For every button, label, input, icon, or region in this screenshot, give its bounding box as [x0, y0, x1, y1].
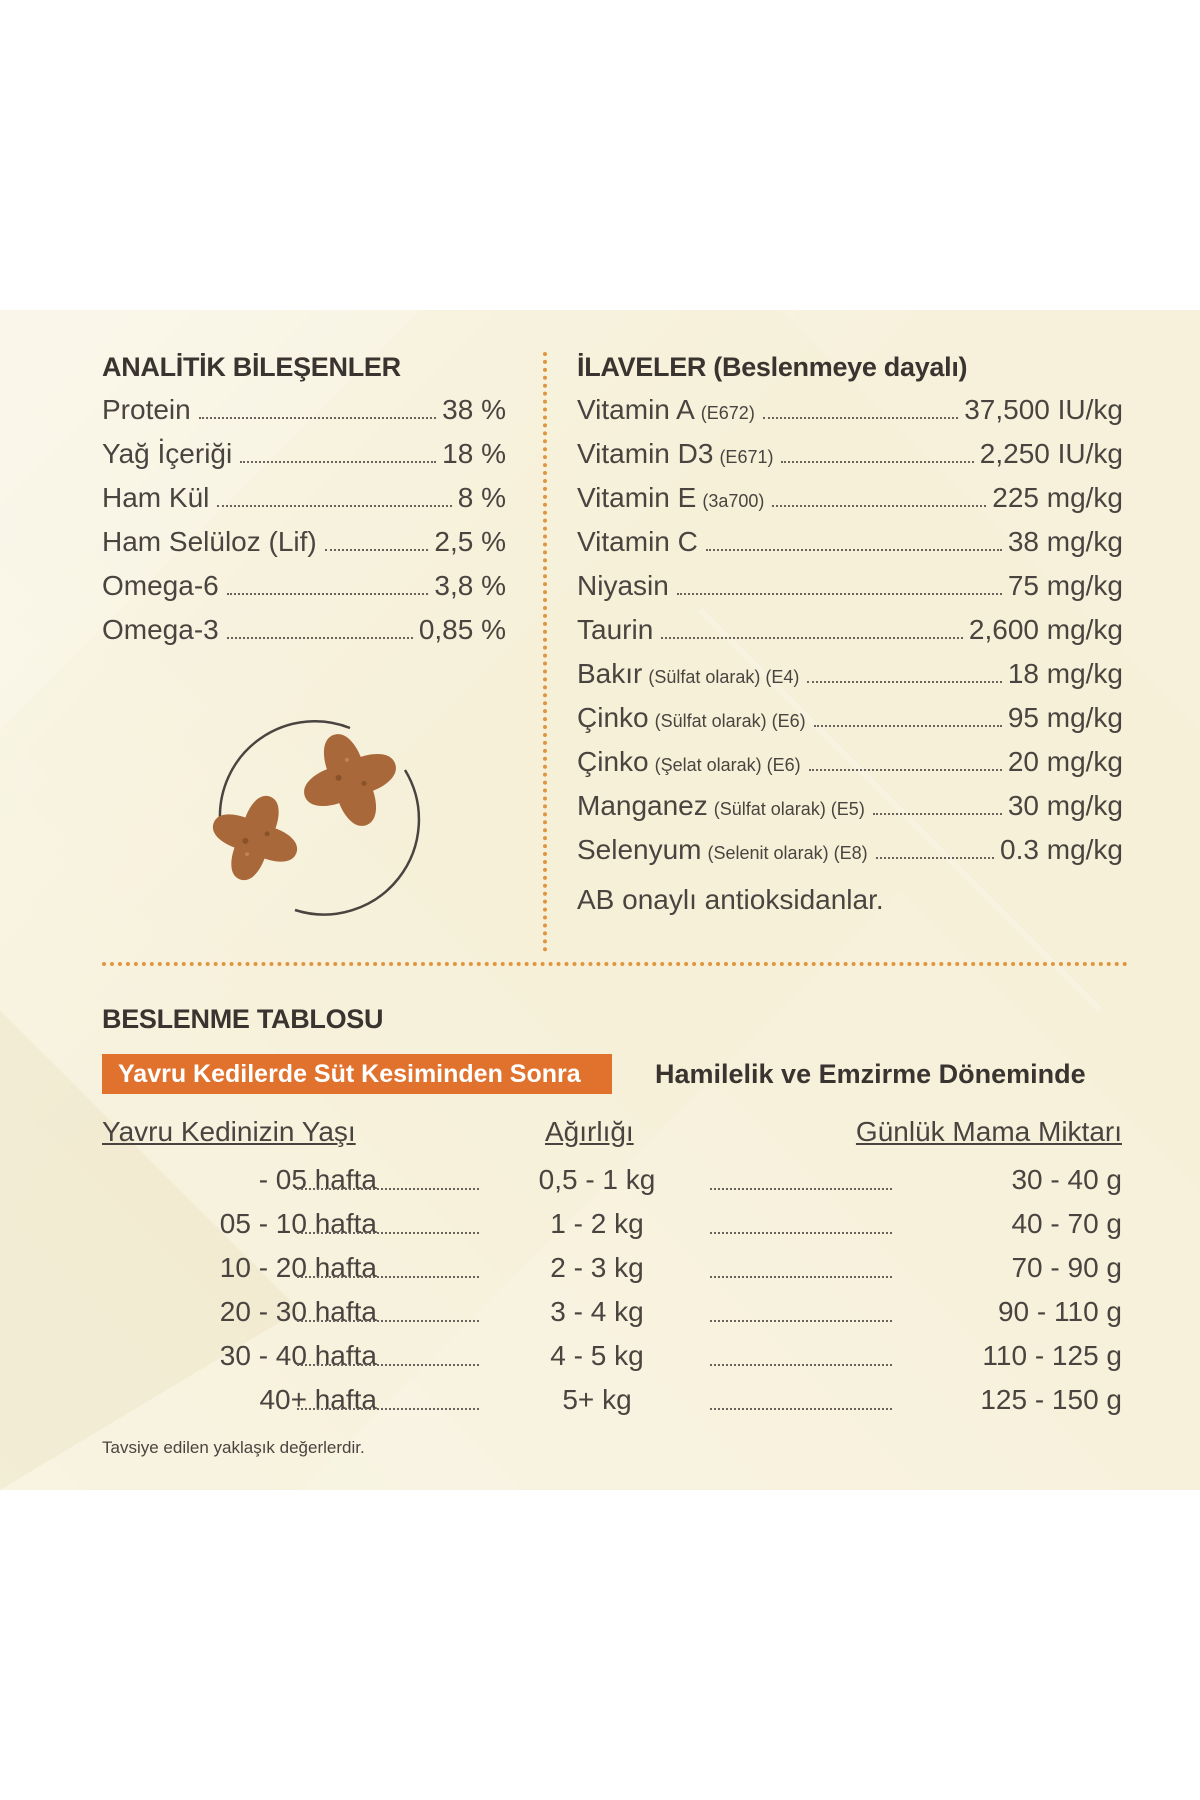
ilaveler-note: (Sülfat olarak) (E5)	[713, 799, 865, 819]
row-amount: 90 - 110 g	[997, 1296, 1122, 1327]
ilaveler-label: Selenyum	[577, 834, 702, 865]
footnote: Tavsiye edilen yaklaşık değerlerdir.	[102, 1438, 365, 1457]
row-weight: 1 - 2 kg	[550, 1208, 644, 1239]
col-header-age: Yavru Kedinizin Yaşı	[102, 1116, 356, 1147]
beslenme-title: BESLENME TABLOSU	[102, 1004, 384, 1034]
table-row	[102, 1378, 1122, 1422]
col-header-amount: Günlük Mama Miktarı	[855, 1116, 1122, 1147]
ilaveler-footer: AB onaylı antioksidanlar.	[577, 884, 884, 915]
analitik-title: ANALİTİK BİLEŞENLER	[102, 352, 401, 382]
ilaveler-row	[577, 702, 1123, 746]
ilaveler-value: 225 mg/kg	[992, 482, 1123, 513]
analitik-value: 38 %	[442, 394, 506, 425]
ilaveler-label: Çinko	[577, 702, 649, 733]
ilaveler-note: (E672)	[700, 403, 755, 423]
table-row	[102, 1246, 1122, 1290]
kibble-icon	[200, 710, 430, 920]
ilaveler-row	[577, 570, 1123, 614]
ilaveler-label: Vitamin A	[577, 394, 695, 425]
analitik-label: Omega-3	[102, 614, 219, 645]
feeding-table	[102, 1158, 1122, 1422]
row-age: 40+ hafta	[259, 1384, 377, 1415]
ilaveler-list	[577, 394, 1123, 922]
vertical-divider	[543, 352, 547, 952]
row-weight: 0,5 - 1 kg	[538, 1164, 656, 1195]
row-weight: 3 - 4 kg	[550, 1296, 644, 1327]
analitik-label: Ham Kül	[102, 482, 210, 513]
ilaveler-value: 18 mg/kg	[1007, 658, 1123, 689]
row-amount: 125 - 150 g	[980, 1384, 1122, 1415]
row-amount: 30 - 40 g	[1011, 1164, 1122, 1195]
ilaveler-label: Niyasin	[577, 570, 669, 601]
analitik-value: 18 %	[442, 438, 506, 469]
ilaveler-value: 2,250 IU/kg	[979, 438, 1123, 469]
analitik-row	[102, 526, 506, 570]
table-row	[102, 1290, 1122, 1334]
analitik-value: 8 %	[457, 482, 506, 513]
ilaveler-note: (Sülfat olarak) (E4)	[648, 667, 800, 687]
ilaveler-row	[577, 614, 1123, 658]
ilaveler-label: Çinko	[577, 746, 649, 777]
row-amount: 110 - 125 g	[982, 1340, 1122, 1371]
horizontal-divider	[102, 962, 1128, 966]
row-age: - 05 hafta	[258, 1164, 377, 1195]
row-age: 20 - 30 hafta	[219, 1296, 377, 1327]
ilaveler-row	[577, 658, 1123, 702]
ilaveler-value: 38 mg/kg	[1007, 526, 1123, 557]
ilaveler-row	[577, 438, 1123, 482]
row-age: 10 - 20 hafta	[219, 1252, 377, 1283]
analitik-row	[102, 570, 506, 614]
ilaveler-label: Vitamin C	[577, 526, 698, 557]
ilaveler-value: 0.3 mg/kg	[1000, 834, 1123, 865]
analitik-value: 0,85 %	[418, 614, 506, 645]
nutrition-panel	[0, 310, 1200, 1490]
ilaveler-label: Taurin	[577, 614, 654, 645]
ilaveler-value: 37,500 IU/kg	[964, 394, 1123, 425]
ilaveler-title: İLAVELER (Beslenmeye dayalı)	[577, 352, 968, 382]
ilaveler-label: Vitamin D3	[577, 438, 714, 469]
tab-kitten-weaning[interactable]: Yavru Kedilerde Süt Kesiminden Sonra	[102, 1054, 612, 1094]
ilaveler-value: 2,600 mg/kg	[968, 614, 1123, 645]
analitik-row	[102, 614, 506, 658]
row-weight: 5+ kg	[562, 1384, 632, 1415]
ilaveler-label: Vitamin E	[577, 482, 697, 513]
ilaveler-row	[577, 746, 1123, 790]
ilaveler-label: Bakır	[577, 658, 643, 689]
ilaveler-value: 95 mg/kg	[1007, 702, 1123, 733]
ilaveler-row	[577, 394, 1123, 438]
row-amount: 40 - 70 g	[1011, 1208, 1122, 1239]
ilaveler-value: 20 mg/kg	[1007, 746, 1123, 777]
analitik-row	[102, 438, 506, 482]
ilaveler-note: (Selenit olarak) (E8)	[707, 843, 868, 863]
analitik-label: Omega-6	[102, 570, 219, 601]
ilaveler-row	[577, 834, 1123, 878]
table-row	[102, 1158, 1122, 1202]
ilaveler-note: (E671)	[719, 447, 774, 467]
ilaveler-value: 75 mg/kg	[1007, 570, 1123, 601]
analitik-list	[102, 394, 506, 658]
row-age: 30 - 40 hafta	[219, 1340, 377, 1371]
analitik-label: Yağ İçeriği	[102, 438, 233, 469]
analitik-value: 2,5 %	[434, 526, 506, 557]
ilaveler-note: (Sülfat olarak) (E6)	[654, 711, 806, 731]
row-weight: 4 - 5 kg	[550, 1340, 644, 1371]
ilaveler-label: Manganez	[577, 790, 708, 821]
row-amount: 70 - 90 g	[1011, 1252, 1122, 1283]
table-row	[102, 1334, 1122, 1378]
table-row	[102, 1202, 1122, 1246]
ilaveler-value: 30 mg/kg	[1007, 790, 1123, 821]
ilaveler-row	[577, 526, 1123, 570]
ilaveler-note: (Şelat olarak) (E6)	[654, 755, 801, 775]
col-header-weight: Ağırlığı	[545, 1116, 634, 1147]
tab-pregnancy-lactation[interactable]: Hamilelik ve Emzirme Döneminde	[655, 1059, 1086, 1089]
ilaveler-row	[577, 482, 1123, 526]
analitik-row	[102, 482, 506, 526]
ilaveler-note: (3a700)	[702, 491, 765, 511]
ilaveler-row	[577, 790, 1123, 834]
analitik-row	[102, 394, 506, 438]
row-weight: 2 - 3 kg	[550, 1252, 644, 1283]
analitik-label: Protein	[102, 394, 191, 425]
analitik-label: Ham Selüloz (Lif)	[102, 526, 317, 557]
analitik-value: 3,8 %	[434, 570, 506, 601]
row-age: 05 - 10 hafta	[219, 1208, 377, 1239]
